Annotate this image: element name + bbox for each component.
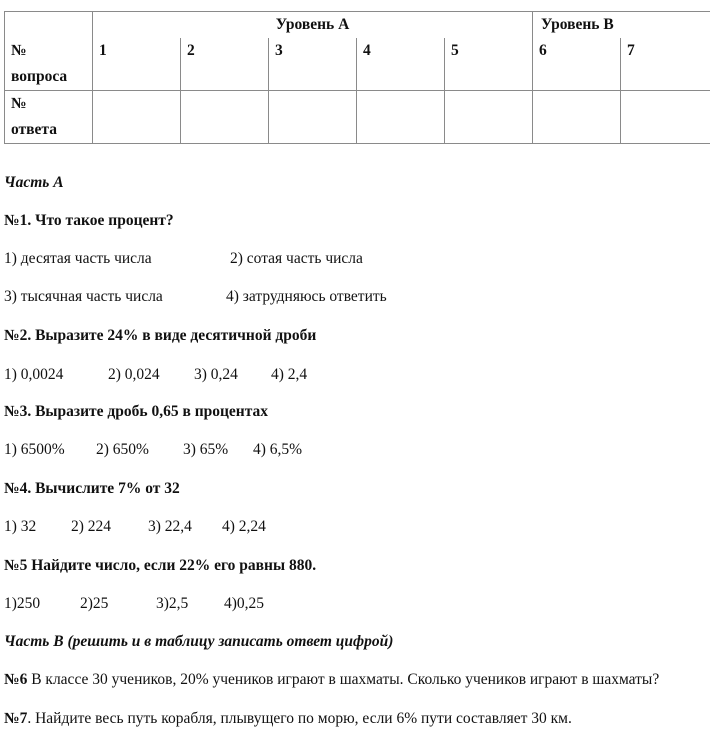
option: 4)0,25: [224, 595, 265, 612]
column-number: 7: [621, 38, 710, 91]
option: 2) 0,024: [108, 366, 160, 383]
option: 4) затрудняюсь ответить: [226, 288, 387, 305]
question-1-options-row-2: [4, 287, 387, 307]
question-3-title: №3. Выразите дробь 0,65 в процентах: [4, 403, 269, 420]
option: 3) 65%: [183, 441, 229, 458]
question-6: [4, 670, 710, 690]
column-number: 2: [181, 38, 269, 91]
answer-cell[interactable]: [445, 91, 533, 144]
table-corner-cell: [5, 12, 93, 39]
column-number: 3: [269, 38, 357, 91]
question-2-options: [4, 365, 307, 385]
option: 2) 650%: [96, 441, 149, 458]
level-a-header: Уровень А: [93, 12, 533, 39]
option: 3) 0,24: [194, 366, 238, 383]
question-4-options: [4, 517, 266, 537]
column-number: 5: [445, 38, 533, 91]
option: 1) 6500%: [4, 441, 65, 458]
question-7-number: №7: [4, 710, 28, 727]
answer-cell[interactable]: [357, 91, 445, 144]
column-number: 4: [357, 38, 445, 91]
answer-cell[interactable]: [621, 91, 710, 144]
option: 2) 224: [71, 518, 112, 535]
question-6-text: В классе 30 учеников, 20% учеников играют в шахматы. Сколько учеников играют в шахматы?: [27, 671, 660, 688]
option: 3)2,5: [156, 595, 189, 612]
option: 2) сотая часть числа: [230, 250, 363, 267]
column-number: 1: [93, 38, 181, 91]
answer-cell[interactable]: [93, 91, 181, 144]
question-3-options: [4, 440, 302, 460]
answer-cell[interactable]: [533, 91, 621, 144]
question-2-title: №2. Выразите 24% в виде десятичной дроби: [4, 327, 317, 344]
question-5-options: [4, 594, 264, 614]
question-row-label: № вопроса: [5, 38, 93, 91]
option: 4) 2,4: [271, 366, 308, 383]
question-5-title: №5 Найдите число, если 22% его равны 880.: [4, 557, 317, 574]
option: 1) десятая часть числа: [4, 250, 152, 267]
column-number: 6: [533, 38, 621, 91]
answer-cell[interactable]: [269, 91, 357, 144]
option: 2)25: [80, 595, 109, 612]
level-b-header: Уровень В: [533, 12, 710, 39]
option: 1) 0,0024: [4, 366, 64, 383]
answer-table: [4, 11, 710, 144]
part-b-title: Часть В (решить и в таблицу записать ответ цифрой): [4, 633, 394, 650]
question-1-title: №1. Что такое процент?: [4, 212, 174, 229]
answer-row-label: № ответа: [5, 91, 93, 144]
question-7: [4, 709, 572, 729]
option: 3) тысячная часть числа: [4, 288, 163, 305]
option: 1)250: [4, 595, 41, 612]
question-6-number: №6: [4, 671, 28, 688]
option: 1) 32: [4, 518, 37, 535]
question-7-text: . Найдите весь путь корабля, плывущего по морю, если 6% пути составляет 30 км.: [27, 710, 572, 727]
question-4-title: №4. Вычислите 7% от 32: [4, 480, 180, 497]
option: 3) 22,4: [148, 518, 192, 535]
part-a-title: Часть А: [4, 174, 64, 191]
option: 4) 2,24: [222, 518, 266, 535]
question-1-options-row-1: [4, 249, 363, 269]
option: 4) 6,5%: [253, 441, 303, 458]
answer-cell[interactable]: [181, 91, 269, 144]
